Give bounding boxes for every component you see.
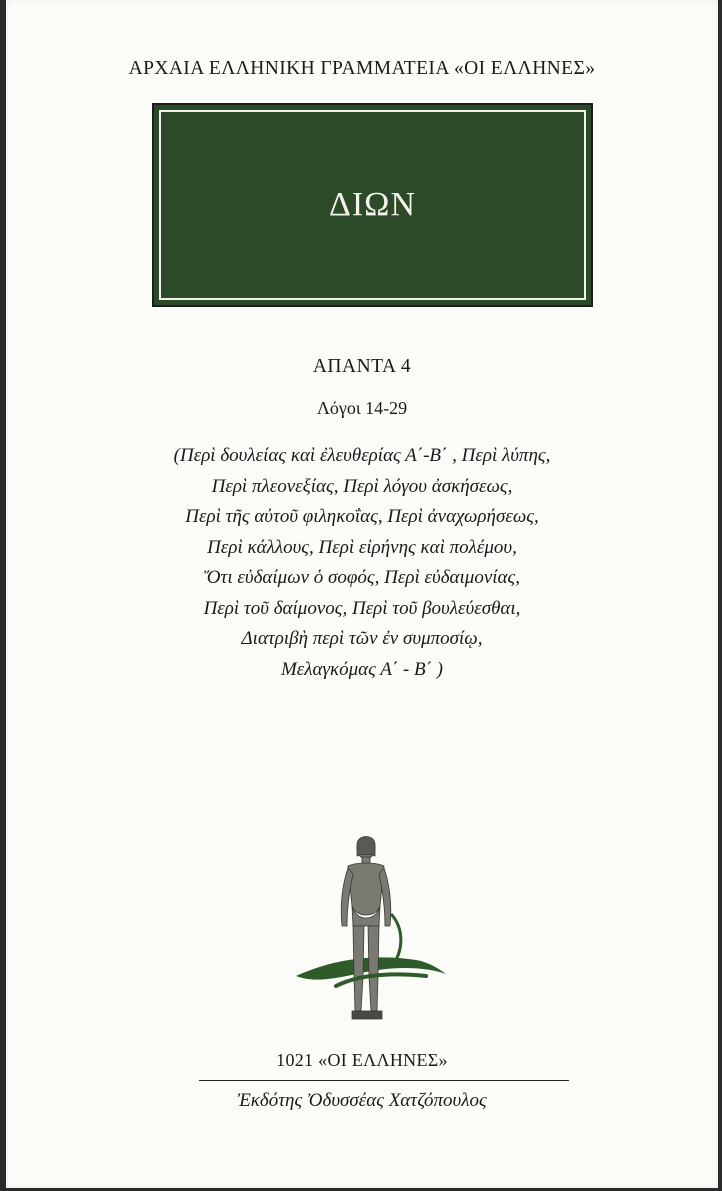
publisher-name: Ἐκδότης Ὀδυσσέας Χατζόπουλος	[237, 1090, 487, 1111]
contents-line: (Περὶ δουλείας καὶ ἐλευθερίας Α΄-Β΄ , Περὶ λύπης,	[173, 445, 551, 466]
author-name: ΔΙΩΝ	[328, 186, 416, 223]
contents-line: Περὶ τοῦ δαίμονος, Περὶ τοῦ βουλεύεσθαι,	[203, 597, 521, 619]
kouros-statue-graphic	[276, 826, 456, 1046]
kouros-statue-icon	[276, 826, 456, 1046]
contents-line: Περὶ πλεονεξίας, Περὶ λόγου ἀσκήσεως,	[211, 475, 513, 497]
contents-list	[6, 441, 718, 685]
book-cover	[6, 0, 718, 1188]
contents-line: Διατριβὴ περὶ τῶν ἐν συμποσίῳ,	[241, 628, 483, 649]
contents-line: Περὶ τῆς αὐτοῦ φιληκοΐας, Περὶ ἀναχωρήσεως,	[185, 506, 539, 527]
divider-rule	[199, 1080, 569, 1081]
contents-line: Περὶ κάλλους, Περὶ εἰρήνης καὶ πολέμου,	[207, 536, 517, 558]
contents-line: Μελαγκόμας Α΄ - Β΄ )	[280, 658, 444, 680]
series-title: ΑΡΧΑΙΑ ΕΛΛΗΝΙΚΗ ΓΡΑΜΜΑΤΕΙΑ «ΟΙ ΕΛΛΗΝΕΣ»	[128, 58, 596, 79]
series-number: 1021 «ΟΙ ΕΛΛΗΝΕΣ»	[276, 1050, 448, 1070]
volume-label: ΑΠΑΝΤΑ 4	[312, 356, 412, 377]
title-box	[152, 103, 593, 307]
contents-line: Ὅτι εὐδαίμων ὁ σοφός, Περὶ εὐδαιμονίας,	[204, 567, 520, 588]
title-box-frame	[159, 110, 586, 300]
speeches-range: Λόγοι 14-29	[316, 398, 408, 418]
